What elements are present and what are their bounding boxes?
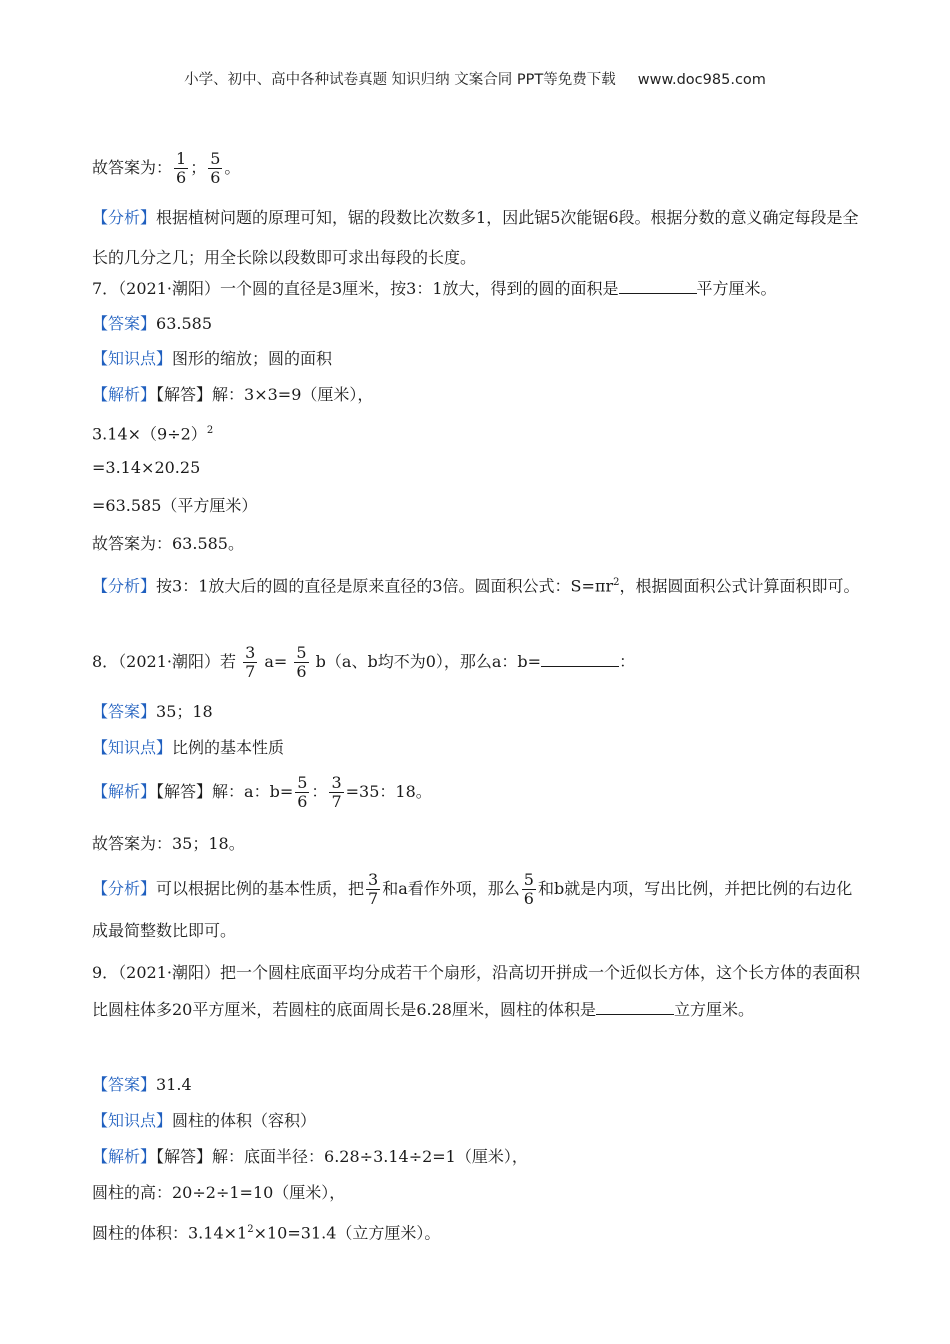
q8-solution: 【解析】【解答】解：a：b= $\frac{5}{6}$ ： $\frac{3}{7}$ =35：18。 xyxy=(92,773,432,811)
q9-answer: 【答案】31.4 xyxy=(92,1075,192,1094)
q7-final: 故答案为：63.585。 xyxy=(92,534,244,553)
q8-analysis: 【分析】可以根据比例的基本性质，把 $\frac{3}{7}$ 和a看作外项，那么 $\frac{5}{6}$ 和b就是内项，写出比例，并把比例的右边化成最简整数比即可。 xyxy=(92,870,853,940)
fraction: $\frac{3}{7}$ xyxy=(331,773,342,811)
q8-stem: 8．（2021·潮阳）若 $\frac{3}{7}$ a= $\frac{5}{6}$ b（a、b均不为0），那么a：b= ： xyxy=(92,643,636,681)
q9-stem: 9．（2021·潮阳）把一个圆柱底面平均分成若干个扇形，沿高切开拼成一个近似长方体，这个长方体的表面积比圆柱体多20平方厘米，若圆柱的底面周长是6.28厘米，圆柱的体积是 立方厘米。 xyxy=(92,963,860,1019)
q9-solution-2: 圆柱的高：20÷2÷1=10（厘米）， xyxy=(92,1183,346,1202)
q7-stem: 7．（2021·潮阳）一个圆的直径是3厘米，按3：1放大，得到的圆的面积是 平方厘米。 xyxy=(92,279,777,298)
q8-knowledge: 【知识点】比例的基本性质 xyxy=(92,738,285,757)
page-header xyxy=(0,68,950,89)
q7-knowledge: 【知识点】图形的缩放；圆的面积 xyxy=(92,349,333,368)
fraction: $\frac{5}{6}$ xyxy=(296,643,307,681)
q9-solution-1: 【解析】【解答】解：底面半径：6.28÷3.14÷2=1（厘米）， xyxy=(92,1147,528,1166)
fraction: $\frac{1}{6}$ xyxy=(176,149,187,187)
fraction: $\frac{5}{6}$ xyxy=(210,149,221,187)
header-text: 小学、初中、高中各种试卷真题 知识归纳 文案合同 PPT等免费下载 xyxy=(184,72,616,88)
q7-answer: 【答案】63.585 xyxy=(92,314,212,333)
q7-solution-3: =3.14×20.25 xyxy=(92,458,201,477)
prev-answer-line: 故答案为： $\frac{1}{6}$ ； $\frac{5}{6}$ 。 xyxy=(92,149,241,187)
q8-final: 故答案为：35；18。 xyxy=(92,834,245,853)
q8-answer: 【答案】35；18 xyxy=(92,702,213,721)
prev-analysis: 【分析】根据植树问题的原理可知，锯的段数比次数多1，因此锯5次能锯6段。根据分数的意义确定每段是全长的几分之几；用全长除以段数即可求出每段的长度。 xyxy=(92,208,859,267)
q7-solution-2: $3.14\times(9\div 2)^2$ xyxy=(92,424,214,444)
header-url[interactable]: www.doc985.com xyxy=(637,72,766,88)
q7-solution-4: =63.585（平方厘米） xyxy=(92,496,258,515)
fraction: $\frac{3}{7}$ xyxy=(245,643,256,681)
q7-solution-1: 【解析】【解答】解：3×3=9（厘米）， xyxy=(92,385,374,404)
q9-solution-3: 圆柱的体积：$3.14\times 1^2\times 10=31.4$（立方厘米）。 xyxy=(92,1223,441,1243)
answer-blank xyxy=(541,652,619,667)
fraction: $\frac{5}{6}$ xyxy=(523,870,534,908)
fraction: $\frac{5}{6}$ xyxy=(297,773,308,811)
answer-blank xyxy=(596,1000,674,1015)
answer-blank xyxy=(619,279,697,294)
fraction: $\frac{3}{7}$ xyxy=(368,870,379,908)
q9-knowledge: 【知识点】圆柱的体积（容积） xyxy=(92,1111,317,1130)
q7-analysis: 【分析】按3：1放大后的圆的直径是原来直径的3倍。圆面积公式：$S=\pi r^2$，根据圆面积公式计算面积即可。 xyxy=(92,576,860,596)
